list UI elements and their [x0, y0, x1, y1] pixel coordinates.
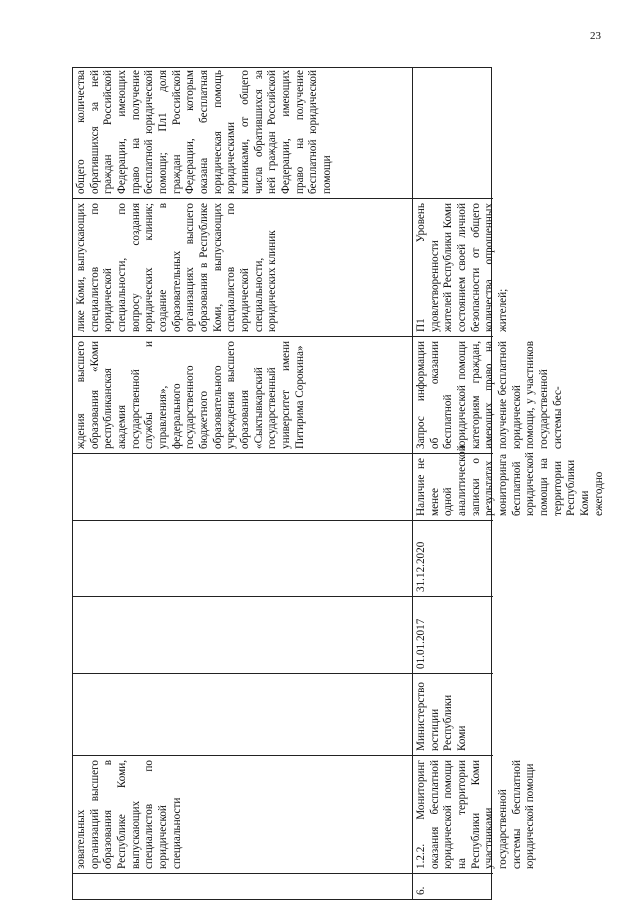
- page-number: 23: [590, 30, 601, 42]
- cell-result: ждения высшего образования «Коми республиканская академия государственной службы и управления», федерального государственного бюджетного образовательного учреждения высшего образования «Сыктывкарский государственный университет имени Питирима Сорокина»: [73, 337, 412, 454]
- cell-start: [73, 597, 412, 674]
- cell-indicator: Наличие не менее одной аналитической записки о результатах мониторинга бесплатной юридической помощи на территории Республики Коми ежегодно: [413, 454, 493, 521]
- cell-data-source: П1 Уровень удовлетворенности жителей Республики Коми состоянием своей личной безопасности от общего количества опрошенных жителей;: [413, 199, 493, 337]
- cell-executor: [73, 674, 412, 756]
- cell-measure: 1.2.2. Мониторинг оказания бесплатной юридической помощи на территории Республики Коми участниками государственной системы бесплатной юридической помощи: [413, 756, 493, 874]
- cell-num: 6.: [415, 886, 427, 895]
- cell-indicator: [73, 454, 412, 521]
- cell-start: 01.01.2017: [413, 597, 493, 674]
- cell-data-source: лике Коми, выпускающих специалистов по юридической специальности, по вопросу создания юридических клиник; создание в образовательных организациях высшего образования в Республике Коми, выпускающих специалистов по юридической специальности, юридических клиник: [73, 199, 412, 337]
- cell-target: общего количества обратившихся за ней граждан Российской Федерации, имеющих право на получение бесплатной юридической помощи; Пл1 доля граждан Российской Федерации, которым оказана бесплатная юридическая помощь юридическими клиниками, от общего числа обратившихся за ней граждан Российской Федерации, имеющих право на получение бесплатной юридической помощи: [73, 66, 412, 199]
- plan-table: [72, 67, 605, 900]
- cell-end: [73, 521, 412, 597]
- table-row: [413, 68, 605, 899]
- cell-result: Запрос информации об оказании бесплатной юридической помощи категориям граждан, имеющих право на получение бесплатной юридической помощи, у участников государственной системы бес-: [413, 337, 493, 454]
- rotated-page-content: [72, 67, 605, 900]
- cell-executor: Министерство юстиции Республики Коми: [413, 674, 493, 756]
- cell-num: [73, 874, 412, 899]
- cell-measure: зовательных организаций высшего образования в Республике Коми, выпускающих специалистов по юридической специальности: [73, 756, 412, 874]
- cell-target: [413, 66, 493, 199]
- cell-end: 31.12.2020: [413, 521, 493, 597]
- table-row: [73, 68, 413, 899]
